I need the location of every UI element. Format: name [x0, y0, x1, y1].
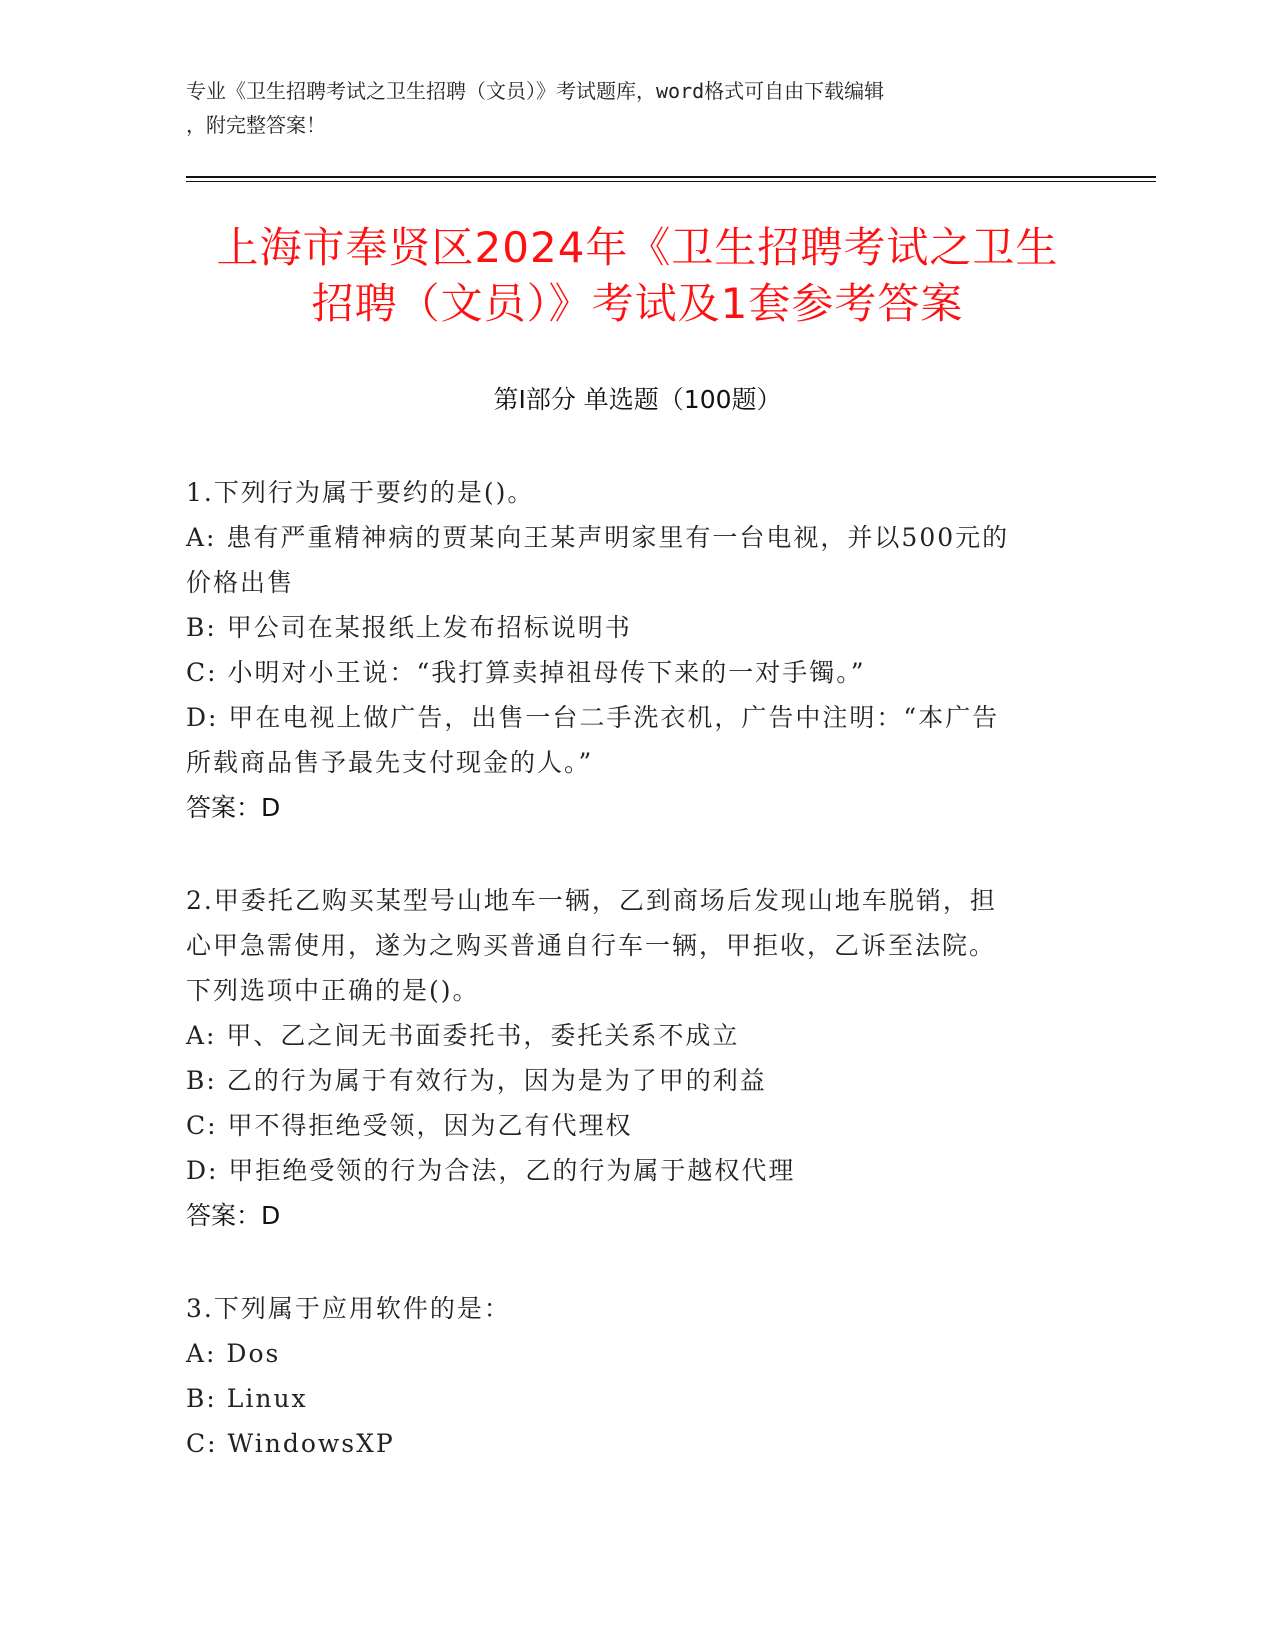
- header-divider-thin: [186, 181, 1156, 182]
- header-note-line: ，附完整答案！: [186, 113, 326, 137]
- document-title: [150, 220, 1125, 332]
- option-d-continued: 所载商品售予最先支付现金的人。”: [186, 748, 594, 777]
- question-stem-continued: 下列选项中正确的是()。: [186, 976, 480, 1005]
- answer-line: 答案：D: [186, 793, 281, 822]
- option-b: B: Linux: [186, 1384, 308, 1413]
- section-heading: 第Ⅰ部分 单选题（100题）: [493, 385, 782, 414]
- option-a: A: Dos: [186, 1339, 281, 1368]
- option-d: D: 甲在电视上做广告，出售一台二手洗衣机，广告中注明：“本广告: [186, 703, 1000, 732]
- option-a: A: 患有严重精神病的贾某向王某声明家里有一台电视，并以500元的: [186, 523, 1010, 552]
- option-c: C: 小明对小王说：“我打算卖掉祖母传下来的一对手镯。”: [186, 658, 866, 687]
- option-d: D: 甲拒绝受领的行为合法，乙的行为属于越权代理: [186, 1156, 796, 1185]
- title-line: 上海市奉贤区2024年《卫生招聘考试之卫生: [216, 223, 1059, 272]
- header-note: [186, 74, 1086, 142]
- title-line: 招聘（文员）》考试及1套参考答案: [311, 279, 964, 328]
- question-block: [186, 1286, 1086, 1466]
- question-stem: 2.甲委托乙购买某型号山地车一辆，乙到商场后发现山地车脱销，担: [186, 886, 997, 915]
- question-block: [186, 878, 1086, 1238]
- question-stem: 3.下列属于应用软件的是：: [186, 1294, 511, 1323]
- header-divider-thick: [186, 176, 1156, 178]
- answer-line: 答案：D: [186, 1201, 281, 1230]
- option-c: C: 甲不得拒绝受领，因为乙有代理权: [186, 1111, 633, 1140]
- option-b: B: 甲公司在某报纸上发布招标说明书: [186, 613, 632, 642]
- header-note-line: 专业《卫生招聘考试之卫生招聘（文员）》考试题库，word格式可自由下载编辑: [186, 79, 885, 103]
- option-c: C: WindowsXP: [186, 1429, 395, 1458]
- question-stem-continued: 心甲急需使用，遂为之购买普通自行车一辆，甲拒收，乙诉至法院。: [186, 931, 997, 960]
- question-stem: 1.下列行为属于要约的是()。: [186, 478, 535, 507]
- option-b: B: 乙的行为属于有效行为，因为是为了甲的利益: [186, 1066, 767, 1095]
- option-a-continued: 价格出售: [186, 568, 295, 597]
- option-a: A: 甲、乙之间无书面委托书，委托关系不成立: [186, 1021, 740, 1050]
- question-block: [186, 470, 1086, 830]
